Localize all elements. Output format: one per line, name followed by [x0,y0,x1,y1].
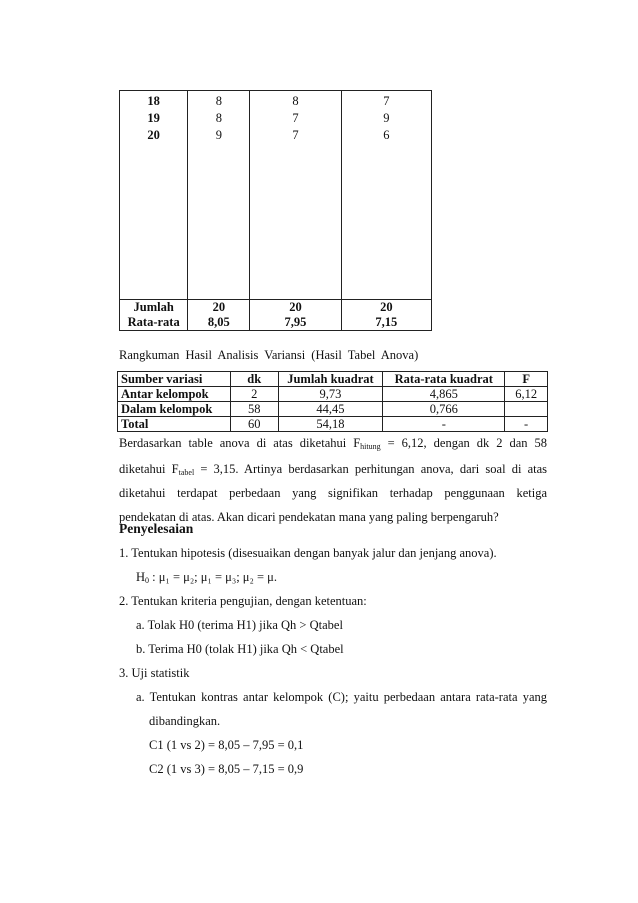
table-cell: 58 [230,402,278,417]
table-cell: 44,45 [278,402,383,417]
table-cell [505,402,548,417]
paragraph-text: Berdasarkan table anova di atas diketahui F [119,436,361,450]
paragraph-text: diketahui F [119,462,179,476]
table-cell [188,91,250,300]
step-2: 2. Tentukan kriteria pengujian, dengan ketentuan: [119,594,367,608]
table-cell: 2 [230,387,278,402]
table-row [120,91,432,300]
paragraph-text: = 6,12, dengan dk 2 dan 58 [380,436,547,450]
table-cell: 0,766 [383,402,505,417]
table-row [118,387,548,402]
paragraph-text: = 3,15. Artinya berdasarkan perhitungan anova, dari soal di atas [194,462,548,476]
contrast-c2: C2 (1 vs 3) = 8,05 – 7,15 = 0,9 [149,762,304,776]
cell-value: 8 [292,94,299,108]
anova-table [117,371,548,432]
cell-value: 7,95 [284,315,307,329]
table-cell: 60 [230,417,278,432]
table-cell: 6,12 [505,387,548,402]
cell-value: 8 [215,111,222,125]
contrast-c1: C1 (1 vs 2) = 8,05 – 7,95 = 0,1 [149,738,304,752]
subscript: 0 [145,576,150,585]
table-cell: Dalam kelompok [118,402,231,417]
table-header-row [118,372,548,387]
column-header: dk [230,372,278,387]
table-caption: Rangkuman Hasil Analisis Variansi (Hasil Tabel Anova) [119,348,419,362]
table-cell [120,300,188,331]
column-header: Jumlah kuadrat [278,372,383,387]
table-cell: 4,865 [383,387,505,402]
column-header: F [505,372,548,387]
cell-value: 7 [383,94,390,108]
hypothesis-symbol: H [136,570,146,584]
table-cell: - [505,417,548,432]
table-cell: 54,18 [278,417,383,432]
step-3a-continued: dibandingkan. [149,714,221,728]
table-cell: 9,73 [278,387,383,402]
subscript: hitung [360,442,381,451]
column-header: Rata-rata kuadrat [383,372,505,387]
table-cell: Antar kelompok [118,387,231,402]
paragraph-line [119,458,547,485]
step-2b: b. Terima H0 (tolak H1) jika Qh < Qtabel [136,642,344,656]
table-cell [120,91,188,300]
footer-label: Rata-rata [127,315,180,329]
hypothesis-text: : μ₁ = μ₂; μ₁ = μ₃; μ₂ = μ. [149,570,277,584]
table-row [120,300,432,331]
cell-value: 8 [215,94,222,108]
footer-label: Jumlah [133,300,174,314]
cell-value: 6 [383,128,390,142]
table-row [118,417,548,432]
cell-value: 9 [383,111,390,125]
paragraph-line: pendekatan di atas. Akan dicari pendekatan mana yang paling berpengaruh? [119,510,499,524]
cell-value: 7 [292,128,299,142]
row-number: 20 [147,128,160,142]
table-cell: Total [118,417,231,432]
table-cell [250,91,341,300]
row-number: 18 [147,94,160,108]
paragraph-line: diketahui terdapat perbedaan yang signifikan terhadap penggunaan ketiga [119,486,547,500]
table-cell [250,300,341,331]
subscript: tabel [178,468,195,477]
cell-value: 20 [289,300,302,314]
table-cell [188,300,250,331]
table-cell [341,91,431,300]
section-heading: Penyelesaian [119,521,194,536]
column-header: Sumber variasi [118,372,231,387]
cell-value: 20 [380,300,393,314]
cell-value: 8,05 [207,315,230,329]
cell-value: 7 [292,111,299,125]
hypothesis-line [136,570,277,585]
table-row [118,402,548,417]
cell-value: 20 [212,300,226,314]
table-cell: - [383,417,505,432]
step-3: 3. Uji statistik [119,666,190,680]
paragraph-line [119,432,547,459]
step-1: 1. Tentukan hipotesis (disesuaikan dengan banyak jalur dan jenjang anova). [119,546,497,560]
data-table [119,90,432,331]
step-3a: a. Tentukan kontras antar kelompok (C); yaitu perbedaan antara rata-rata yang [136,690,547,704]
cell-value: 7,15 [375,315,398,329]
table-cell [341,300,431,331]
cell-value: 9 [215,128,222,142]
step-2a: a. Tolak H0 (terima H1) jika Qh > Qtabel [136,618,343,632]
row-number: 19 [147,111,160,125]
